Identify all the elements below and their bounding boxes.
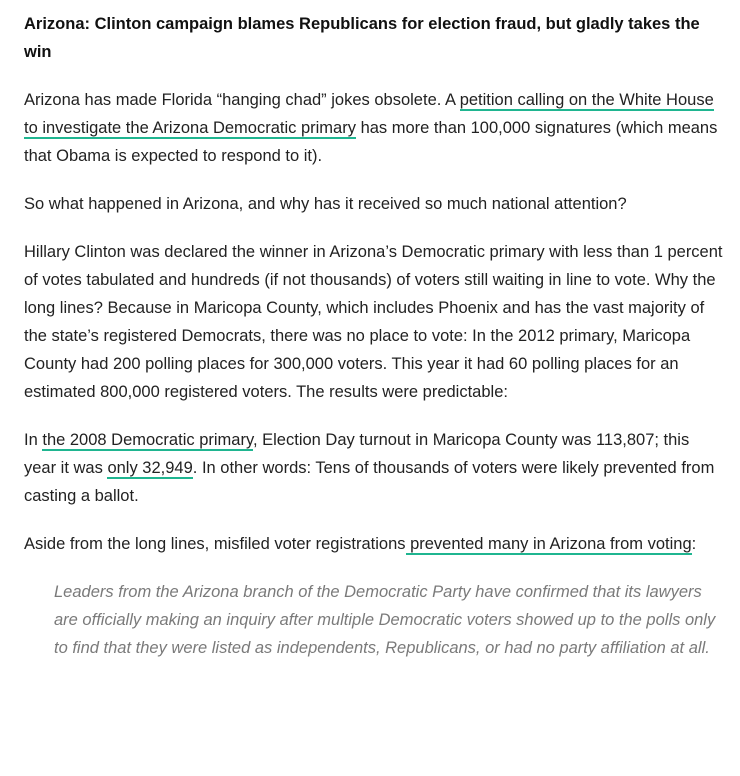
paragraph-text: Aside from the long lines, misfiled voter registrations xyxy=(24,535,406,553)
paragraph-text: Arizona has made Florida “hanging chad” jokes obsolete. A xyxy=(24,91,460,109)
2008-primary-link[interactable]: the 2008 Democratic primary xyxy=(42,431,253,449)
paragraph-text: In xyxy=(24,431,43,449)
paragraph-registrations xyxy=(24,530,724,558)
article xyxy=(24,10,724,662)
turnout-2016-link[interactable]: only 32,949 xyxy=(107,459,193,477)
article-headline: Arizona: Clinton campaign blames Republicans for election fraud, but gladly takes the win xyxy=(24,15,700,61)
paragraph-text: : xyxy=(691,535,697,553)
paragraph-question: So what happened in Arizona, and why has it received so much national attention? xyxy=(24,195,627,213)
paragraph-text: , Election Day turnout in Maricopa County was 113,807; this year it was xyxy=(24,431,690,477)
petition-link[interactable]: petition calling on the White House to investigate the Arizona Democratic primary xyxy=(24,91,714,137)
blockquote: Leaders from the Arizona branch of the Democratic Party have confirmed that its lawyers are officially making an inquiry after multiple Democratic voters showed up to the polls only to find that they were listed as independents, Republicans, or had no party affiliation at all. xyxy=(54,583,716,657)
paragraph-turnout xyxy=(24,426,724,510)
paragraph-polling-places: Hillary Clinton was declared the winner in Arizona’s Democratic primary with less than 1 percent of votes tabulated and hundreds (if not thousands) of voters still waiting in line to vote. Why the long lines? Because in Maricopa County, which includes Phoenix and has the vast majority of the state’s registered Democrats, there was no place to vote: In the 2012 primary, Maricopa County had 200 polling places for 300,000 voters. This year it had 60 polling places for an estimated 800,000 registered voters. The results were predictable: xyxy=(24,243,723,401)
misfiled-registrations-link[interactable]: prevented many in Arizona from voting xyxy=(405,535,692,553)
paragraph-text: . In other words: Tens of thousands of voters were likely prevented from casting a ballot. xyxy=(24,459,715,505)
paragraph-petition xyxy=(24,86,724,170)
paragraph-text: has more than 100,000 signatures (which means that Obama is expected to respond to it). xyxy=(24,119,718,165)
